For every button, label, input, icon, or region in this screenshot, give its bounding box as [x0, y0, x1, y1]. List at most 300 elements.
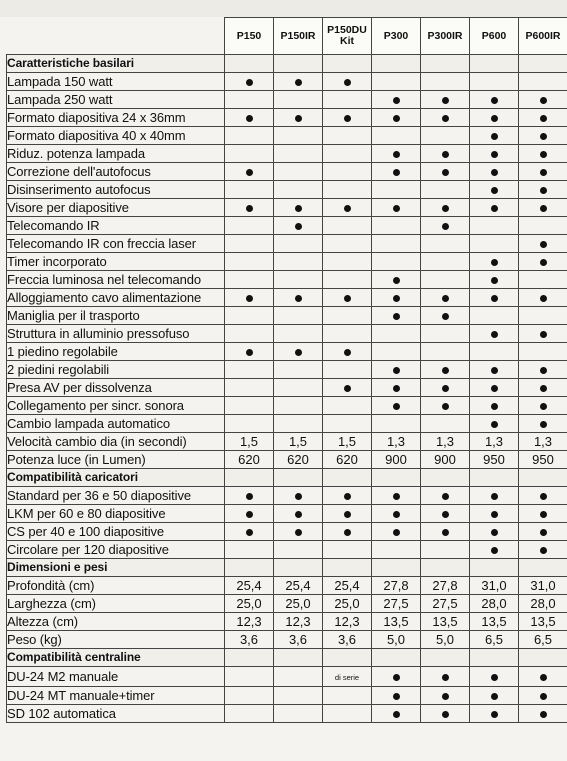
- feature-label: Alloggiamento cavo alimentazione: [7, 289, 225, 307]
- table-cell: [519, 613, 567, 631]
- feature-label: Lampada 150 watt: [7, 73, 225, 91]
- table-cell: [323, 631, 372, 649]
- table-cell: [225, 687, 274, 705]
- table-cell: [274, 451, 323, 469]
- table-cell: [372, 397, 421, 415]
- table-cell: [519, 649, 567, 667]
- model-header: P150DU Kit: [323, 18, 372, 55]
- table-cell: [372, 253, 421, 271]
- table-cell: [274, 91, 323, 109]
- table-cell: [421, 613, 470, 631]
- bullet-dot-icon: [344, 115, 351, 122]
- bullet-dot-icon: [540, 115, 547, 122]
- table-cell: [225, 163, 274, 181]
- table-cell: [519, 687, 567, 705]
- bullet-dot-icon: [442, 115, 449, 122]
- table-cell: [274, 397, 323, 415]
- bullet-dot-icon: [344, 493, 351, 500]
- table-cell: [470, 687, 519, 705]
- table-cell: [274, 217, 323, 235]
- table-cell: [372, 415, 421, 433]
- bullet-dot-icon: [540, 403, 547, 410]
- table-cell: [274, 253, 323, 271]
- table-cell: [323, 541, 372, 559]
- bullet-dot-icon: [393, 493, 400, 500]
- table-cell: [372, 91, 421, 109]
- cell-value: 1,3: [386, 434, 406, 449]
- table-cell: [323, 55, 372, 73]
- table-cell: [519, 487, 567, 505]
- bullet-dot-icon: [393, 97, 400, 104]
- bullet-dot-icon: [540, 385, 547, 392]
- table-cell: [372, 73, 421, 91]
- bullet-dot-icon: [295, 349, 302, 356]
- bullet-dot-icon: [344, 529, 351, 536]
- table-cell: [470, 109, 519, 127]
- cell-value: 620: [238, 452, 260, 467]
- table-cell: [519, 163, 567, 181]
- cell-value: 1,3: [435, 434, 455, 449]
- table-cell: [372, 325, 421, 343]
- cell-value: 950: [532, 452, 554, 467]
- table-cell: [274, 577, 323, 595]
- table-cell: [372, 145, 421, 163]
- table-cell: [372, 541, 421, 559]
- table-cell: [323, 325, 372, 343]
- table-cell: [421, 415, 470, 433]
- bullet-dot-icon: [344, 79, 351, 86]
- table-cell: [274, 705, 323, 723]
- bullet-dot-icon: [393, 169, 400, 176]
- feature-label: Potenza luce (in Lumen): [7, 451, 225, 469]
- bullet-dot-icon: [491, 511, 498, 518]
- table-row: [7, 487, 567, 505]
- bullet-dot-icon: [295, 295, 302, 302]
- table-cell: [470, 289, 519, 307]
- feature-label: Disinserimento autofocus: [7, 181, 225, 199]
- cell-value: 1,5: [239, 434, 259, 449]
- table-cell: [274, 109, 323, 127]
- model-header: P300: [372, 18, 421, 55]
- table-row: [7, 667, 567, 687]
- table-cell: [519, 505, 567, 523]
- table-cell: [372, 505, 421, 523]
- feature-label: Profondità (cm): [7, 577, 225, 595]
- table-cell: [519, 667, 567, 687]
- table-row: [7, 91, 567, 109]
- bullet-dot-icon: [442, 223, 449, 230]
- table-row: [7, 343, 567, 361]
- table-cell: [323, 379, 372, 397]
- table-cell: [323, 181, 372, 199]
- table-cell: [470, 613, 519, 631]
- table-cell: [323, 127, 372, 145]
- bullet-dot-icon: [295, 493, 302, 500]
- table-row: [7, 109, 567, 127]
- table-cell: [470, 505, 519, 523]
- table-cell: [372, 595, 421, 613]
- table-cell: [470, 145, 519, 163]
- cell-value: 5,0: [435, 632, 455, 647]
- table-cell: [519, 217, 567, 235]
- table-cell: [470, 361, 519, 379]
- bullet-dot-icon: [442, 295, 449, 302]
- table-cell: [470, 325, 519, 343]
- table-cell: [519, 55, 567, 73]
- table-cell: [323, 451, 372, 469]
- bullet-dot-icon: [442, 403, 449, 410]
- table-cell: [225, 253, 274, 271]
- cell-value: 13,5: [383, 614, 409, 629]
- bullet-dot-icon: [491, 493, 498, 500]
- table-cell: [372, 55, 421, 73]
- bullet-dot-icon: [393, 693, 400, 700]
- table-cell: [372, 235, 421, 253]
- table-cell: [323, 487, 372, 505]
- table-cell: [421, 451, 470, 469]
- bullet-dot-icon: [540, 693, 547, 700]
- bullet-dot-icon: [540, 331, 547, 338]
- cell-value: 6,5: [533, 632, 553, 647]
- feature-label: 1 piedino regolabile: [7, 343, 225, 361]
- table-cell: [274, 487, 323, 505]
- table-cell: [421, 181, 470, 199]
- feature-label: SD 102 automatica: [7, 705, 225, 723]
- cell-value: 13,5: [481, 614, 507, 629]
- bullet-dot-icon: [491, 205, 498, 212]
- table-cell: [470, 307, 519, 325]
- table-cell: [225, 613, 274, 631]
- bullet-dot-icon: [393, 295, 400, 302]
- table-cell: [274, 181, 323, 199]
- bullet-dot-icon: [540, 493, 547, 500]
- table-cell: [519, 415, 567, 433]
- bullet-dot-icon: [491, 277, 498, 284]
- cell-value: 12,3: [334, 614, 360, 629]
- table-cell: [323, 595, 372, 613]
- table-cell: [470, 415, 519, 433]
- section-header-row: [7, 469, 567, 487]
- cell-value: 1,3: [533, 434, 553, 449]
- table-cell: [323, 109, 372, 127]
- table-row: [7, 415, 567, 433]
- section-header-row: [7, 649, 567, 667]
- table-cell: [470, 667, 519, 687]
- table-cell: [225, 307, 274, 325]
- cell-value: 13,5: [432, 614, 458, 629]
- table-cell: [519, 307, 567, 325]
- table-cell: [274, 613, 323, 631]
- bullet-dot-icon: [540, 241, 547, 248]
- feature-label: Altezza (cm): [7, 613, 225, 631]
- table-cell: [470, 433, 519, 451]
- table-cell: [519, 73, 567, 91]
- bullet-dot-icon: [246, 115, 253, 122]
- feature-label: Freccia luminosa nel telecomando: [7, 271, 225, 289]
- table-cell: [274, 469, 323, 487]
- cell-value: 25,0: [334, 596, 360, 611]
- cell-value: 620: [336, 452, 358, 467]
- table-cell: [519, 433, 567, 451]
- bullet-dot-icon: [344, 511, 351, 518]
- table-cell: [225, 397, 274, 415]
- table-cell: [519, 343, 567, 361]
- cell-value: 620: [287, 452, 309, 467]
- bullet-dot-icon: [491, 331, 498, 338]
- table-row: [7, 127, 567, 145]
- table-cell: [421, 631, 470, 649]
- projector-spec-table: [6, 17, 567, 723]
- cell-value: 25,4: [334, 578, 360, 593]
- table-cell: [421, 127, 470, 145]
- bullet-dot-icon: [540, 97, 547, 104]
- cell-value: 900: [434, 452, 456, 467]
- table-cell: [470, 379, 519, 397]
- table-cell: [421, 235, 470, 253]
- table-cell: [323, 523, 372, 541]
- table-cell: [421, 325, 470, 343]
- feature-label: Circolare per 120 diapositive: [7, 541, 225, 559]
- table-cell: [421, 705, 470, 723]
- table-cell: [323, 343, 372, 361]
- table-cell: [421, 73, 470, 91]
- bullet-dot-icon: [442, 385, 449, 392]
- bullet-dot-icon: [540, 674, 547, 681]
- table-row: [7, 523, 567, 541]
- table-cell: [225, 379, 274, 397]
- bullet-dot-icon: [491, 693, 498, 700]
- feature-label: 2 piedini regolabili: [7, 361, 225, 379]
- bullet-dot-icon: [442, 529, 449, 536]
- table-cell: [470, 271, 519, 289]
- table-cell: [519, 541, 567, 559]
- table-cell: [421, 199, 470, 217]
- table-cell: [225, 541, 274, 559]
- cell-value: 1,5: [337, 434, 357, 449]
- table-row: [7, 253, 567, 271]
- table-cell: [519, 361, 567, 379]
- table-cell: [225, 487, 274, 505]
- cell-value: 12,3: [285, 614, 311, 629]
- table-cell: [372, 469, 421, 487]
- cell-value: 3,6: [288, 632, 308, 647]
- table-cell: [421, 91, 470, 109]
- table-cell: [421, 559, 470, 577]
- table-cell: [421, 109, 470, 127]
- table-cell: [519, 109, 567, 127]
- table-cell: [274, 649, 323, 667]
- table-cell: [225, 523, 274, 541]
- bullet-dot-icon: [393, 115, 400, 122]
- cell-value: 31,0: [530, 578, 556, 593]
- table-cell: [323, 217, 372, 235]
- table-cell: [519, 523, 567, 541]
- table-cell: [225, 559, 274, 577]
- table-cell: [225, 451, 274, 469]
- table-cell: [323, 577, 372, 595]
- bullet-dot-icon: [442, 367, 449, 374]
- table-cell: [274, 541, 323, 559]
- feature-label: Correzione dell'autofocus: [7, 163, 225, 181]
- table-cell: [274, 559, 323, 577]
- feature-label: Maniglia per il trasporto: [7, 307, 225, 325]
- bullet-dot-icon: [442, 97, 449, 104]
- table-cell: [274, 55, 323, 73]
- table-cell: [225, 325, 274, 343]
- table-row: [7, 217, 567, 235]
- table-cell: [274, 163, 323, 181]
- table-cell: [323, 91, 372, 109]
- table-cell: [323, 505, 372, 523]
- table-cell: [274, 415, 323, 433]
- feature-label: Visore per diapositive: [7, 199, 225, 217]
- bullet-dot-icon: [491, 133, 498, 140]
- table-cell: [470, 73, 519, 91]
- table-row: [7, 325, 567, 343]
- table-row: [7, 289, 567, 307]
- section-title: Compatibilità caricatori: [7, 469, 225, 487]
- bullet-dot-icon: [491, 421, 498, 428]
- bullet-dot-icon: [295, 79, 302, 86]
- table-cell: [372, 307, 421, 325]
- table-cell: [470, 631, 519, 649]
- bullet-dot-icon: [393, 151, 400, 158]
- table-cell: [274, 687, 323, 705]
- table-cell: [421, 271, 470, 289]
- bullet-dot-icon: [246, 79, 253, 86]
- table-row: [7, 181, 567, 199]
- table-cell: [274, 271, 323, 289]
- feature-label: Timer incorporato: [7, 253, 225, 271]
- table-cell: [470, 343, 519, 361]
- table-cell: [274, 325, 323, 343]
- table-cell: [225, 127, 274, 145]
- feature-label: Cambio lampada automatico: [7, 415, 225, 433]
- table-cell: [372, 163, 421, 181]
- cell-value: 25,4: [285, 578, 311, 593]
- cell-value: 1,5: [288, 434, 308, 449]
- cell-value: 28,0: [530, 596, 556, 611]
- bullet-dot-icon: [491, 295, 498, 302]
- table-cell: [519, 379, 567, 397]
- table-cell: [519, 289, 567, 307]
- model-header: P150: [225, 18, 274, 55]
- table-cell: [274, 127, 323, 145]
- note-text: di serie: [334, 673, 360, 682]
- table-cell: [274, 523, 323, 541]
- page-top-margin: [0, 0, 567, 17]
- bullet-dot-icon: [491, 259, 498, 266]
- table-cell: [225, 91, 274, 109]
- table-cell: [323, 307, 372, 325]
- table-cell: [372, 217, 421, 235]
- table-cell: [470, 199, 519, 217]
- table-cell: [372, 451, 421, 469]
- table-row: [7, 595, 567, 613]
- bullet-dot-icon: [540, 511, 547, 518]
- bullet-dot-icon: [344, 349, 351, 356]
- table-cell: [225, 55, 274, 73]
- bullet-dot-icon: [344, 205, 351, 212]
- table-cell: [323, 271, 372, 289]
- feature-label: Formato diapositiva 40 x 40mm: [7, 127, 225, 145]
- table-cell: [421, 541, 470, 559]
- table-cell: [372, 361, 421, 379]
- feature-label: Velocità cambio dia (in secondi): [7, 433, 225, 451]
- table-cell: [421, 505, 470, 523]
- cell-value: 950: [483, 452, 505, 467]
- bullet-dot-icon: [295, 223, 302, 230]
- table-cell: [519, 181, 567, 199]
- feature-label: LKM per 60 e 80 diapositive: [7, 505, 225, 523]
- table-cell: [519, 199, 567, 217]
- table-cell: [519, 631, 567, 649]
- bullet-dot-icon: [246, 295, 253, 302]
- cell-value: 3,6: [239, 632, 259, 647]
- table-cell: [470, 469, 519, 487]
- table-row: [7, 361, 567, 379]
- table-cell: [372, 649, 421, 667]
- table-cell: [519, 559, 567, 577]
- bullet-dot-icon: [442, 493, 449, 500]
- bullet-dot-icon: [540, 529, 547, 536]
- table-cell: [519, 705, 567, 723]
- feature-label: Telecomando IR: [7, 217, 225, 235]
- table-cell: [519, 127, 567, 145]
- table-cell: [470, 163, 519, 181]
- table-cell: [372, 289, 421, 307]
- table-row: [7, 451, 567, 469]
- bullet-dot-icon: [442, 313, 449, 320]
- table-cell: [323, 469, 372, 487]
- table-cell: [421, 687, 470, 705]
- table-cell: [372, 687, 421, 705]
- bullet-dot-icon: [540, 259, 547, 266]
- bullet-dot-icon: [295, 205, 302, 212]
- cell-value: 27,5: [432, 596, 458, 611]
- table-cell: [225, 415, 274, 433]
- bullet-dot-icon: [295, 529, 302, 536]
- table-cell: [225, 235, 274, 253]
- table-row: [7, 199, 567, 217]
- bullet-dot-icon: [491, 711, 498, 718]
- feature-label: Struttura in alluminio pressofuso: [7, 325, 225, 343]
- table-cell: [372, 667, 421, 687]
- table-row: [7, 687, 567, 705]
- bullet-dot-icon: [540, 367, 547, 374]
- table-cell: [225, 469, 274, 487]
- bullet-dot-icon: [491, 187, 498, 194]
- section-header-row: [7, 559, 567, 577]
- table-cell: [372, 271, 421, 289]
- model-header: P150IR: [274, 18, 323, 55]
- table-cell: [323, 199, 372, 217]
- table-cell: [421, 469, 470, 487]
- table-cell: [421, 55, 470, 73]
- table-cell: [470, 397, 519, 415]
- feature-label: Presa AV per dissolvenza: [7, 379, 225, 397]
- table-cell: [323, 667, 372, 687]
- table-cell: [470, 127, 519, 145]
- bullet-dot-icon: [442, 151, 449, 158]
- table-cell: [519, 325, 567, 343]
- table-cell: [421, 289, 470, 307]
- table-cell: [274, 307, 323, 325]
- table-row: [7, 235, 567, 253]
- table-cell: [372, 487, 421, 505]
- cell-value: 3,6: [337, 632, 357, 647]
- table-cell: [225, 649, 274, 667]
